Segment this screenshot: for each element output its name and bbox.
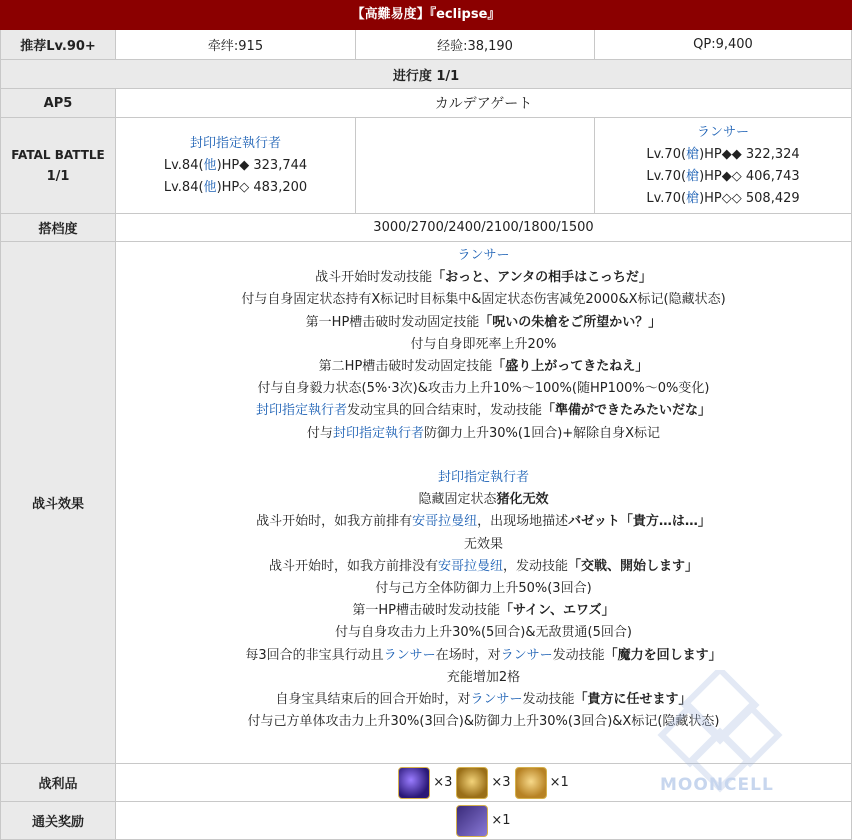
angra-link[interactable]: 安哥拉曼纽 — [412, 514, 478, 530]
reward-item[interactable] — [456, 805, 510, 837]
effect-line: 充能增加2格 — [446, 669, 521, 685]
battle-label-line1: FATAL BATTLE — [11, 147, 105, 162]
drop-qty: ×3 — [491, 775, 511, 790]
class-link[interactable]: 他 — [203, 157, 217, 173]
reward-row — [0, 802, 852, 840]
ap-row — [0, 89, 852, 118]
reward-cell — [116, 802, 852, 840]
drop-qty: ×3 — [433, 775, 453, 790]
effect-line: 付与自身毅力状态(5%·3次)&攻击力上升10%～100%(随HP100%～0%变化) — [257, 381, 710, 397]
quest-title: 【高難易度】『eclipse』 — [351, 7, 501, 22]
enemy-hp-line: Lv.70(槍)HP◆◇ 406,743 — [646, 168, 800, 184]
class-link[interactable]: 槍 — [686, 190, 700, 206]
quest-title-bar — [0, 0, 852, 30]
bond-value: 牵绊:915 — [116, 30, 356, 60]
enemy-middle-cell — [356, 118, 595, 214]
recommend-row — [0, 30, 852, 60]
progress-row — [0, 60, 852, 89]
effect-line: 付与己方单体攻击力上升30%(3回合)&防御力上升30%(3回合)&X标记(隐藏状态) — [247, 714, 720, 730]
recommend-level: 推荐Lv.90+ — [0, 30, 116, 60]
enforcer-link[interactable]: 封印指定執行者 — [332, 425, 424, 441]
effect-line: 无效果 — [463, 536, 503, 552]
drop-item[interactable] — [456, 767, 510, 799]
partner-label: 搭档度 — [0, 214, 116, 242]
enforcer-link[interactable]: 封印指定執行者 — [255, 403, 347, 419]
location-name: カルデアゲート — [116, 89, 852, 118]
skill-name: 「準備ができたみたいだな」 — [542, 403, 712, 419]
enemy-hp-line: Lv.70(槍)HP◇◇ 508,429 — [646, 190, 800, 206]
drop-item[interactable] — [398, 767, 452, 799]
effect-line: 付与自身攻击力上升30%(5回合)&无敌贯通(5回合) — [335, 625, 632, 641]
golden-egg-icon[interactable] — [456, 767, 488, 799]
enemy-left-cell — [116, 118, 356, 214]
drops-label: 战利品 — [0, 764, 116, 802]
partner-values: 3000/2700/2400/2100/1800/1500 — [116, 214, 852, 242]
drop-item[interactable] — [515, 767, 569, 799]
skill-name: 「魔力を回します」 — [604, 647, 722, 663]
reward-label: 通关奖励 — [0, 802, 116, 840]
reward-qty: ×1 — [491, 813, 511, 828]
skill-name: 「サイン、エワズ」 — [499, 603, 615, 619]
effects-label: 战斗效果 — [0, 242, 116, 764]
effect-line: 付与自身即死率上升20% — [410, 336, 557, 352]
class-link[interactable]: 槍 — [686, 168, 700, 184]
enemy-name-enforcer[interactable]: 封印指定執行者 — [189, 135, 281, 151]
skill-name: 「盛り上がってきたねえ」 — [492, 359, 649, 375]
ap-label: AP5 — [0, 89, 116, 118]
enemy-hp-line: Lv.70(槍)HP◆◆ 322,324 — [646, 146, 800, 162]
class-link[interactable]: 槍 — [686, 146, 700, 162]
enemy-hp-line: Lv.84(他)HP◆ 323,744 — [163, 157, 308, 173]
lancer-link[interactable]: ランサー — [457, 248, 510, 263]
class-link[interactable]: 他 — [203, 179, 217, 195]
drop-qty: ×1 — [549, 775, 569, 790]
battle-row — [0, 118, 852, 214]
lancer-link[interactable]: ランサー — [470, 692, 523, 708]
skill-name: 「貴方に任せます」 — [574, 692, 692, 708]
card-reward-icon[interactable] — [456, 805, 488, 837]
skill-name: バゼット「貴方…は…」 — [568, 514, 711, 530]
qp-value: QP:9,400 — [595, 30, 852, 60]
battle-wave: 1/1 — [46, 168, 70, 184]
exp-value: 经验:38,190 — [356, 30, 595, 60]
lancer-link[interactable]: ランサー — [383, 647, 436, 663]
skill-name: 「呪いの朱槍をご所望かい？」 — [479, 314, 662, 330]
enforcer-link[interactable]: 封印指定執行者 — [437, 470, 529, 486]
purple-crystal-icon[interactable] — [398, 767, 430, 799]
enemy-right-cell — [595, 118, 852, 214]
skill-name: 「交戦、開始します」 — [568, 558, 699, 574]
enemy-name-lancer[interactable]: ランサー — [696, 124, 749, 140]
partner-row — [0, 214, 852, 242]
lancer-link[interactable]: ランサー — [500, 647, 553, 663]
skill-name: 「おっと、アンタの相手はこっちだ」 — [432, 270, 652, 286]
battle-label — [0, 118, 116, 214]
golden-figure-icon[interactable] — [515, 767, 547, 799]
effect-line: 付与己方全体防御力上升50%(3回合) — [375, 581, 592, 597]
watermark-text: MOONCELL — [660, 775, 774, 795]
effect-line: 付与自身固定状态持有X标记时目标集中&固定状态伤害减免2000&X标记(隐藏状态) — [241, 292, 726, 308]
angra-link[interactable]: 安哥拉曼纽 — [437, 558, 503, 574]
progress-label: 进行度 1/1 — [0, 60, 852, 89]
effects-content: ランサー 战斗开始时发动技能「おっと、アンタの相手はこっちだ」 付与自身固定状态持有X标记时目标集中&固定状态伤害减免2000&X标记(隐藏状态) 第一HP槽击破时发动固定技能「呪いの朱槍をご所望かい？」 付与自身即死率上升20% 第二HP槽击破时发动固定技能「盛り上がってきたねえ」 付与自身毅力状态(5%·3次)&攻击力上升10%～100%(随HP100%～0%变化) 封印指定執行者发动宝具的回合结束时，发动技能「準備ができたみたいだな」 付与封印指定執行者防御力上升30%(1回合)+解除自身X标记 封印指定執行者 隐藏固定状态猪化无效 战斗开始时，如我方前排有安哥拉曼纽，出现场地描述バゼット「貴方…は…」 无效果 战斗开始时，如我方前排没有安哥拉曼纽，发动技能「交戦、開始します」 付与己方全体防御力上升50%(3回合) 第一HP槽击破时发动技能「サイン、エワズ」 付与自身攻击力上升30%(5回合)&无敌贯通(5回合) 每3回合的非宝具行动且ランサー在场时，对ランサー发动技能「魔力を回します」 充能增加2格 自身宝具结束后的回合开始时，对ランサー发动技能「貴方に任せます」 付与己方单体攻击力上升30%(3回合)&防御力上升30%(3回合)&X标记(隐藏状态) — [116, 242, 852, 764]
effects-row — [0, 242, 852, 764]
immunity-text: 猪化无效 — [496, 492, 549, 508]
enemy-hp-line: Lv.84(他)HP◇ 483,200 — [163, 179, 308, 195]
